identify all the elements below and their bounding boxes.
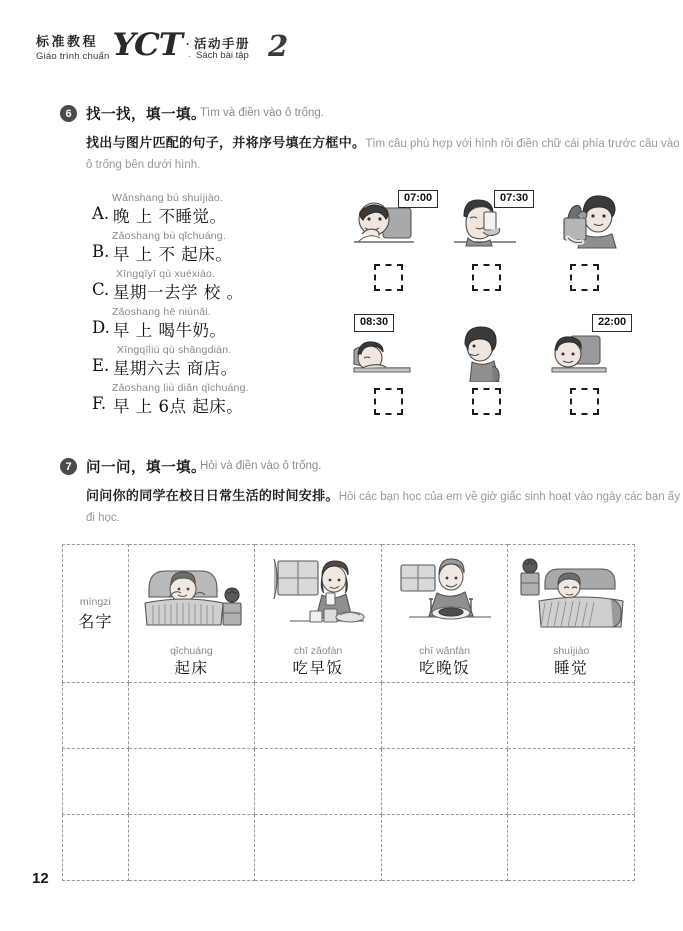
illustration-boy-eating-dinner xyxy=(382,549,508,645)
answer-box-4[interactable] xyxy=(374,388,403,415)
table-cell-chizaofan-1[interactable] xyxy=(255,683,382,749)
header-qichuang-chinese: 起床 xyxy=(174,659,209,677)
table-header-cell-name xyxy=(63,545,129,683)
brand-subtitle-chinese: 活动手册 xyxy=(194,36,251,51)
header-shuijiao-pinyin: shuìjiào xyxy=(553,645,590,657)
table-cell-shuijiao-3[interactable] xyxy=(508,815,635,881)
table-row xyxy=(63,683,635,749)
table-cell-name-3[interactable] xyxy=(63,815,129,881)
exercise-7-instruction xyxy=(86,486,683,528)
picture-cell-3 xyxy=(548,192,636,256)
sentence-d-pinyin: Zǎoshang hē niúnǎi. xyxy=(112,306,211,318)
sentence-b-letter: B. xyxy=(92,242,110,261)
header-name-pinyin: míngzi xyxy=(79,595,111,608)
table-cell-shuijiao-1[interactable] xyxy=(508,683,635,749)
sentence-item-d xyxy=(92,306,342,344)
table-cell-name-2[interactable] xyxy=(63,749,129,815)
table-row xyxy=(63,749,635,815)
illustration-child-getting-up-in-bed xyxy=(129,549,255,645)
header-shuijiao-chinese: 睡觉 xyxy=(554,659,589,677)
answer-box-5[interactable] xyxy=(472,388,501,415)
exercise-6-title-vietnamese: Tìm và điền vào ô trống. xyxy=(200,107,325,119)
sentence-item-c xyxy=(92,268,342,306)
sentence-b-pinyin: Zǎoshang bù qǐchuáng. xyxy=(112,230,226,242)
brand-title-chinese: 标准教程 xyxy=(36,35,99,50)
exercise-7-title-vietnamese: Hỏi và điền vào ô trống. xyxy=(200,460,322,472)
sentence-item-e xyxy=(92,344,342,382)
picture-row-1 xyxy=(352,192,637,304)
page-header xyxy=(36,27,336,73)
table-header-cell-chiwanfan xyxy=(381,545,508,683)
exercise-6-title-chinese: 找一找，填一填。 xyxy=(86,107,206,123)
sentence-a-letter: A. xyxy=(92,204,110,223)
header-qichuang-pinyin: qǐchuáng xyxy=(170,645,213,657)
brand-separator-dot-bottom: · xyxy=(188,52,191,61)
sentence-b-chinese: 早 上 不 起床。 xyxy=(113,245,233,264)
sentence-a-pinyin: Wǎnshang bú shuìjiào. xyxy=(112,192,224,204)
header-chizaofan-pinyin: chī zǎofàn xyxy=(293,645,343,657)
sentence-f-letter: F. xyxy=(92,394,107,413)
exercise-7-title-row xyxy=(60,458,640,480)
sentence-c-chinese: 星期一去学 校 。 xyxy=(113,283,244,302)
exercise-7-number-badge: 7 xyxy=(60,458,77,475)
table-cell-chiwanfan-3[interactable] xyxy=(381,815,508,881)
header-name-chinese: 名字 xyxy=(78,611,113,631)
illustration-boy-in-bed-awake xyxy=(548,332,636,382)
page-number: 12 xyxy=(32,870,49,887)
table-cell-name-1[interactable] xyxy=(63,683,129,749)
exercise-7-instruction-vietnamese: Hỏi các bạn học của em về giờ giấc sinh hoạt vào ngày các bạn ấy đi học. xyxy=(86,491,680,524)
sentence-c-pinyin: Xīngqīyī qù xuéxiào. xyxy=(116,268,216,280)
exercise-6-number-badge: 6 xyxy=(60,105,77,122)
illustration-child-sleeping-in-bed xyxy=(508,549,634,645)
exercise-6-title-row xyxy=(60,105,640,127)
table-cell-chizaofan-3[interactable] xyxy=(255,815,382,881)
brand-logo-yct: YCT xyxy=(112,27,182,63)
table-cell-chiwanfan-2[interactable] xyxy=(381,749,508,815)
exercise-6-instruction xyxy=(86,133,683,175)
header-chizaofan-chinese: 吃早饭 xyxy=(292,659,344,677)
time-label-0700: 07:00 xyxy=(398,190,438,208)
picture-cell-1 xyxy=(352,192,440,256)
sentence-d-chinese: 早 上 喝牛奶。 xyxy=(113,321,227,340)
table-header-cell-shuijiao xyxy=(508,545,635,683)
brand-subtitle-vietnamese: Sách bài tập xyxy=(196,50,249,61)
illustration-boy-with-backpack xyxy=(450,326,538,382)
exercise-6-instruction-vietnamese: Tìm câu phù hợp với hình rồi điền chữ cái phía trước câu vào ô trống bên dưới hình. xyxy=(86,138,680,171)
exercise-6-instruction-chinese: 找出与图片匹配的句子，并将序号填在方框中。 xyxy=(86,136,366,151)
exercise-6-sentence-list xyxy=(92,192,342,420)
illustration-boy-sleeping-head-on-arm xyxy=(352,338,440,382)
sentence-item-a xyxy=(92,192,342,230)
sentence-d-letter: D. xyxy=(92,318,110,337)
exercise-7-title-chinese: 问一问，填一填。 xyxy=(86,460,206,476)
sentence-e-letter: E. xyxy=(92,356,110,375)
sentence-item-b xyxy=(92,230,342,268)
table-header-row xyxy=(63,545,635,683)
sentence-e-pinyin: Xīngqīliù qù shāngdiàn. xyxy=(117,344,232,356)
table-cell-qichuang-2[interactable] xyxy=(128,749,255,815)
table-header-cell-qichuang xyxy=(128,545,255,683)
time-label-0830: 08:30 xyxy=(354,314,394,332)
picture-cell-4 xyxy=(352,316,440,382)
illustration-boy-holding-grocery-bag xyxy=(548,192,636,256)
header-chiwanfan-pinyin: chī wǎnfàn xyxy=(419,645,470,657)
table-row xyxy=(63,815,635,881)
sentence-f-pinyin: Zǎoshang liù diǎn qǐchuáng. xyxy=(112,382,249,394)
answer-box-1[interactable] xyxy=(374,264,403,291)
time-label-2200: 22:00 xyxy=(592,314,632,332)
picture-cell-6 xyxy=(548,316,636,382)
picture-cell-5 xyxy=(450,316,538,382)
table-cell-chiwanfan-1[interactable] xyxy=(381,683,508,749)
table-cell-shuijiao-2[interactable] xyxy=(508,749,635,815)
header-chiwanfan-chinese: 吃晚饭 xyxy=(419,659,471,677)
table-cell-chizaofan-2[interactable] xyxy=(255,749,382,815)
answer-box-3[interactable] xyxy=(570,264,599,291)
sentence-f-chinese: 早 上 6点 起床。 xyxy=(113,397,244,416)
sentence-e-chinese: 星期六去 商店。 xyxy=(113,359,238,378)
time-label-0730: 07:30 xyxy=(494,190,534,208)
picture-row-2 xyxy=(352,316,637,428)
daily-routine-table xyxy=(62,544,635,881)
sentence-c-letter: C. xyxy=(92,280,110,299)
picture-cell-2 xyxy=(450,192,538,256)
sentence-item-f xyxy=(92,382,342,420)
answer-box-6[interactable] xyxy=(570,388,599,415)
exercise-6 xyxy=(60,105,680,171)
answer-box-2[interactable] xyxy=(472,264,501,291)
exercise-6-picture-grid xyxy=(352,192,637,428)
brand-volume-number: 2 xyxy=(268,29,289,63)
illustration-girl-eating-breakfast xyxy=(255,549,381,645)
brand-title-vietnamese: Giáo trình chuẩn xyxy=(36,51,110,62)
table-cell-qichuang-1[interactable] xyxy=(128,683,255,749)
brand-separator-dot-top: · xyxy=(186,37,190,51)
sentence-a-chinese: 晚 上 不睡觉。 xyxy=(113,207,227,226)
table-header-cell-chizaofan xyxy=(255,545,382,683)
table-cell-qichuang-3[interactable] xyxy=(128,815,255,881)
exercise-7-instruction-chinese: 问问你的同学在校日日常生活的时间安排。 xyxy=(86,489,339,504)
exercise-7 xyxy=(60,458,680,524)
